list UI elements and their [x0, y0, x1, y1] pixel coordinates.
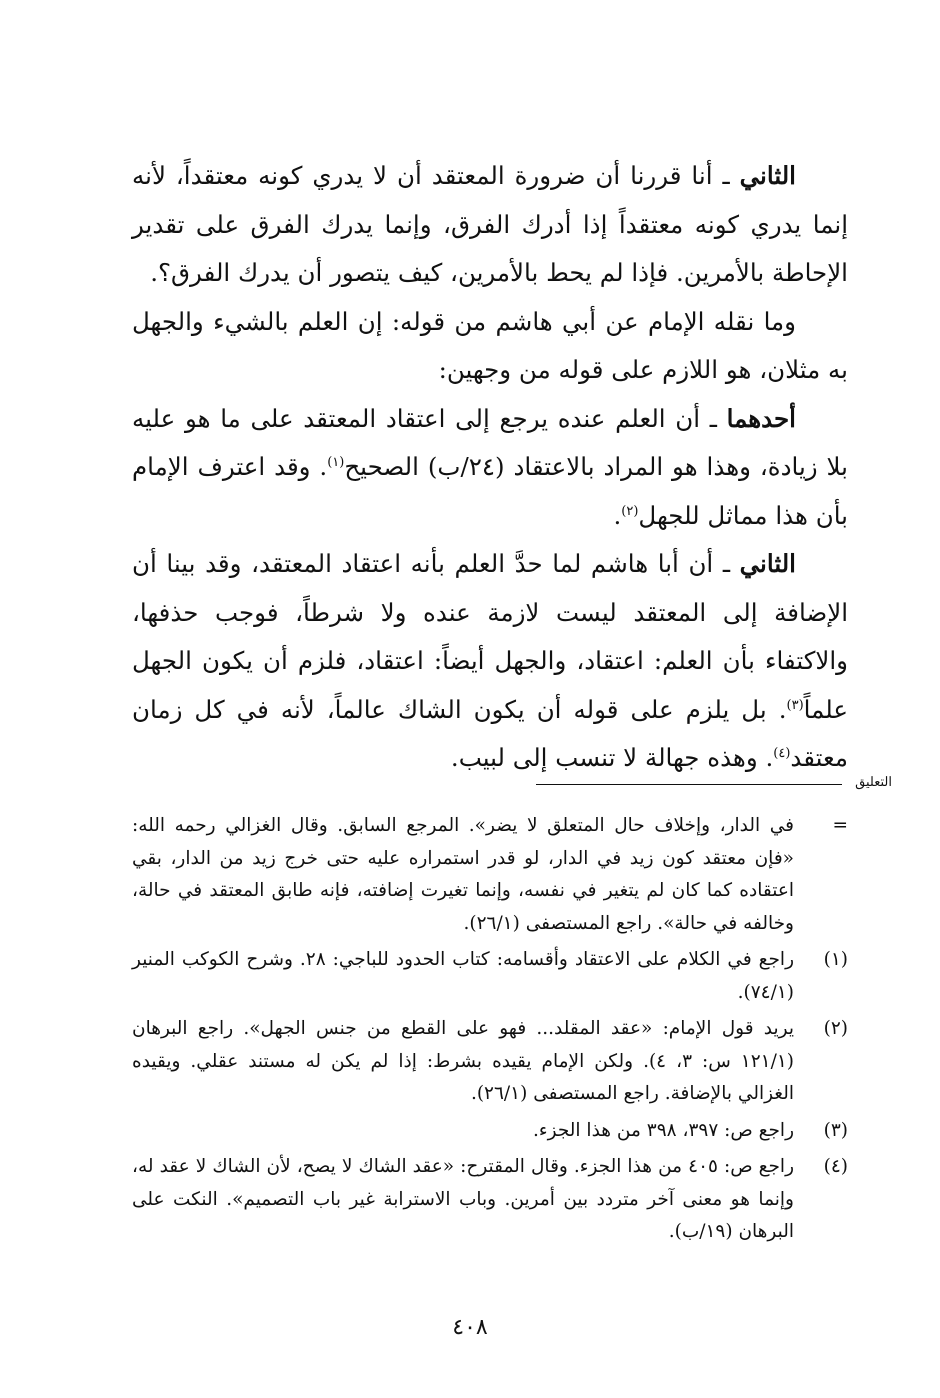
footnote-ref-1[interactable]: (١) — [327, 454, 345, 470]
paragraph-text: ـ أن العلم عنده يرجع إلى اعتقاد المعتقد على ما هو عليه بلا زيادة، وهذا هو المراد بالاعتقاد (٢٤/ب) الصحيح — [132, 403, 848, 481]
paragraph-text: . وقد اعترف الإمام بأن هذا مماثل للجهل — [132, 452, 848, 530]
footnote-text: في الدار، وإخلاف حال المتعلق لا يضر». المرجع السابق. وقال الغزالي رحمه الله: «فإن معتقد كون زيد في الدار، لو قدر استمراره عليه حتى خرج زيد من الدار، بقي اعتقاده كما كان لم يتغير في نفسه، وإنما تغيرت إضافته، فإنه طابق المعتقد في حالة، وخالفه في حالة». راجع المستصفى (٢٦/١). — [132, 815, 794, 934]
footnote-text: راجع ص: ٤٠٥ من هذا الجزء. وقال المقترح: «عقد الشاك لا يصح، لأن الشاك لا عقد له، وإنما هو معنى آخر متردد بين أمرين. وباب الاسترابة غير باب التصميم». النكت على البرهان (١٩/ب). — [132, 1156, 794, 1242]
footnote-ref-2[interactable]: (٢) — [621, 503, 639, 519]
footnote-1 — [132, 944, 848, 1009]
paragraph-text: . وهذه جهالة لا تنسب إلى لبيب. — [450, 743, 774, 772]
footnote-4 — [132, 1151, 848, 1249]
paragraph-4 — [132, 540, 848, 783]
paragraph-1 — [132, 152, 848, 298]
notes-label: التعليق — [855, 775, 892, 790]
footnotes — [132, 810, 848, 1253]
paragraph-text: ـ أنا قررنا أن ضرورة المعتقد أن لا يدري كونه معتقداً، لأنه إنما يدري كونه معتقداً إذا أدرك الفرق، وإنما يدرك الفرق على تقدير الإحاطة بالأمرين. فإذا لم يحط بالأمرين، كيف يتصور أن يدرك الفرق؟. — [132, 161, 848, 287]
footnote-text: راجع في الكلام على الاعتقاد وأقسامه: كتاب الحدود للباجي: ٢٨. وشرح الكوكب المنير (٧٤/١). — [132, 949, 794, 1003]
footnote-2 — [132, 1013, 848, 1111]
main-text — [132, 152, 848, 783]
paragraph-text: . بل يلزم على قوله أن يكون الشاك عالماً، لأنه في كل زمان معتقد — [132, 694, 848, 772]
footnote-text: راجع ص: ٣٩٧، ٣٩٨ من هذا الجزء. — [533, 1119, 794, 1141]
paragraph-lead: أحدهما — [726, 403, 796, 433]
footnote-number: (٣) — [823, 1119, 848, 1141]
paragraph-lead: الثاني — [739, 549, 796, 578]
footnote-ref-4[interactable]: (٤) — [773, 745, 791, 761]
footnote-ref-3[interactable]: (٣) — [786, 697, 804, 713]
footnote-number: (١) — [823, 949, 848, 970]
continuation-mark: = — [832, 815, 848, 836]
footnote-3 — [132, 1115, 848, 1148]
footnote-text: يريد قول الإمام: «عقد المقلد... فهو على القطع من جنس الجهل». راجع البرهان (١٢١/١ س: ٣، ٤). ولكن الإمام يقيده بشرط: إذا لم يكن له مستند عقلي. ويقيده الغزالي بالإضافة. راجع المستصفى (٢٦/١). — [132, 1018, 794, 1104]
paragraph-3 — [132, 395, 848, 541]
footnote-number: (٢) — [823, 1018, 848, 1039]
footnote-continuation — [132, 810, 848, 940]
paragraph-text: وما نقله الإمام عن أبي هاشم من قوله: إن العلم بالشيء والجهل به مثلان، هو اللازم على قوله من وجهين: — [132, 306, 848, 384]
footnote-divider — [536, 784, 842, 785]
paragraph-2 — [132, 298, 848, 395]
page-number: ٤٠٨ — [452, 1315, 488, 1340]
paragraph-text: . — [613, 500, 622, 530]
paragraph-lead: الثاني — [739, 161, 796, 190]
footnote-number: (٤) — [823, 1156, 848, 1177]
paragraph-text: ـ أن أبا هاشم لما حدَّ العلم بأنه اعتقاد المعتقد، وقد بينا أن الإضافة إلى المعتقد ليست لازمة عنده ولا شرطاً، فوجب حذفها، والاكتفاء بأن العلم: اعتقاد، والجهل أيضاً: اعتقاد، فلزم أن يكون الجهل علماً — [132, 549, 848, 724]
